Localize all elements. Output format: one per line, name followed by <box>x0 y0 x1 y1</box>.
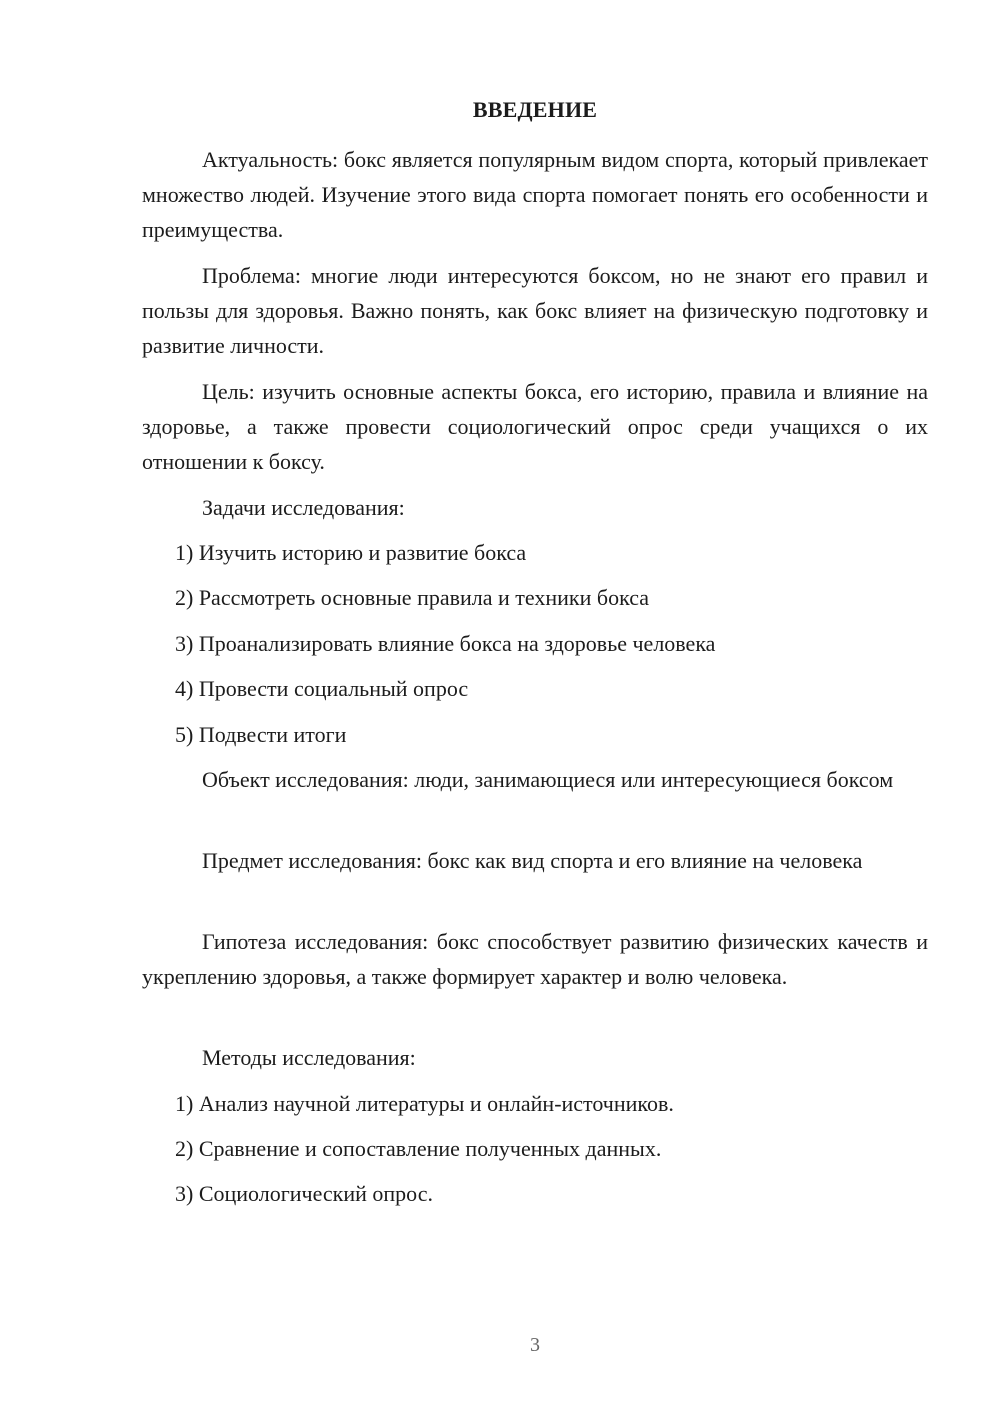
relevance-paragraph: Актуальность: бокс является популярным видом спорта, который привлекает множество людей. Изучение этого вида спорта помогает понять его особенности и преимущества. <box>142 147 928 242</box>
hypothesis-paragraph: Гипотеза исследования: бокс способствует развитию физических качеств и укреплению здоровья, а также формирует характер и волю человека. <box>142 929 928 989</box>
tasks-heading: Задачи исследования: <box>202 495 405 520</box>
problem-paragraph: Проблема: многие люди интересуются боксом, но не знают его правил и пользы для здоровья. Важно понять, как бокс влияет на физическую подготовку и развитие личности. <box>142 263 928 358</box>
section-title: ВВЕДЕНИЕ <box>472 97 598 122</box>
task-item: 1) Изучить историю и развитие бокса <box>175 540 527 565</box>
methods-heading: Методы исследования: <box>202 1045 416 1070</box>
method-item: 2) Сравнение и сопоставление полученных данных. <box>175 1136 662 1161</box>
page-number: 3 <box>530 1334 540 1356</box>
task-item: 3) Проанализировать влияние бокса на здоровье человека <box>175 631 716 656</box>
subject-paragraph: Предмет исследования: бокс как вид спорта и его влияние на человека <box>202 848 863 873</box>
method-item: 1) Анализ научной литературы и онлайн-источников. <box>175 1091 674 1116</box>
method-item: 3) Социологический опрос. <box>175 1181 433 1206</box>
goal-paragraph: Цель: изучить основные аспекты бокса, его историю, правила и влияние на здоровье, а также провести социологический опрос среди учащихся о их отношении к боксу. <box>142 379 928 474</box>
task-item: 2) Рассмотреть основные правила и техники бокса <box>175 585 650 610</box>
task-item: 4) Провести социальный опрос <box>175 676 469 701</box>
task-item: 5) Подвести итоги <box>175 722 347 747</box>
object-paragraph: Объект исследования: люди, занимающиеся или интересующиеся боксом <box>202 767 894 792</box>
